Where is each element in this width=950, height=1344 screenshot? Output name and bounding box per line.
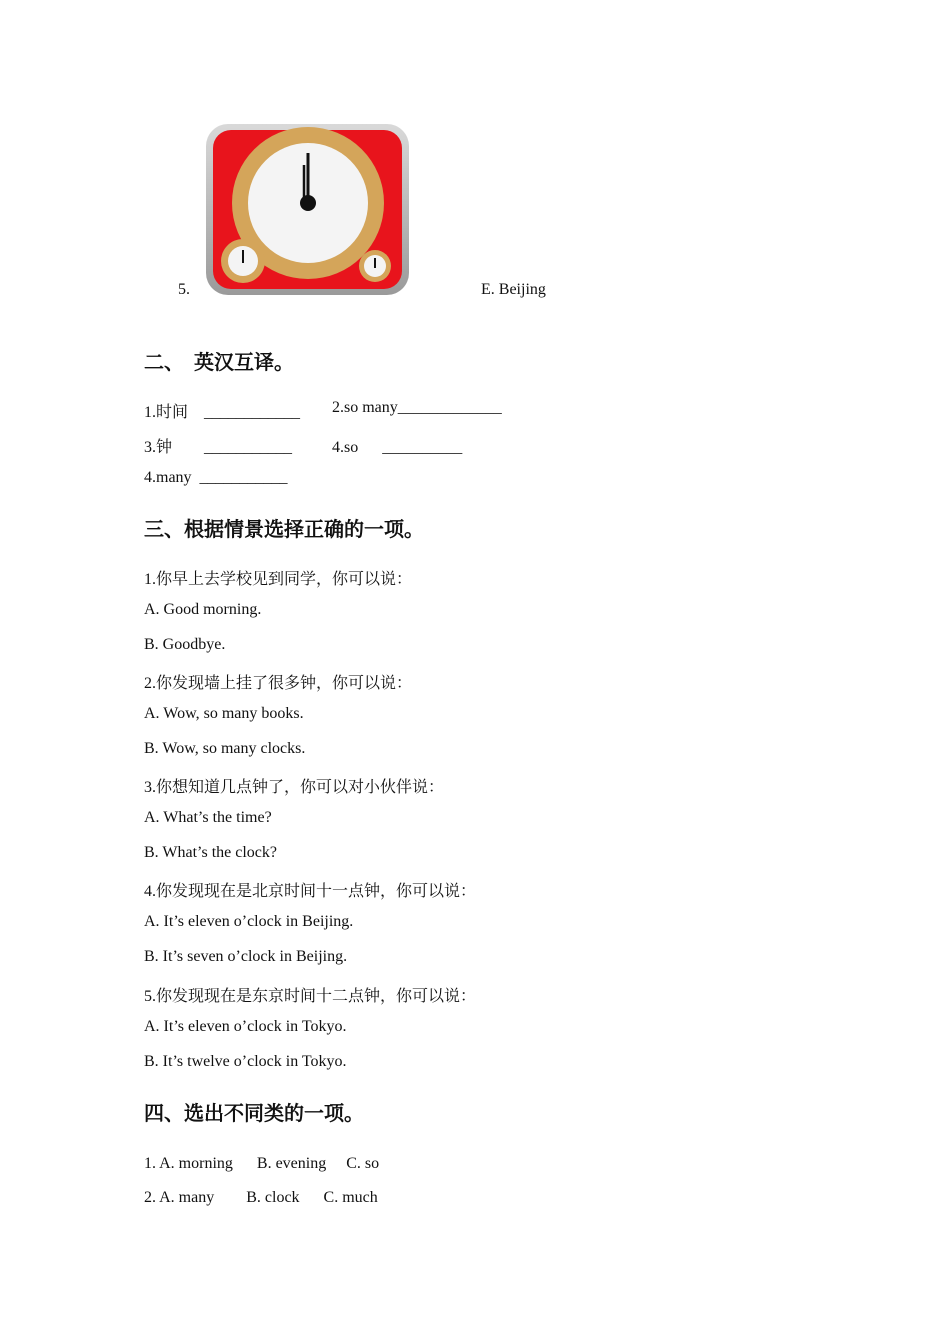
- section4-row: 2. A. many B. clock C. much: [144, 1189, 378, 1206]
- section3-line: A. It’s eleven o’clock in Tokyo.: [144, 1018, 347, 1035]
- section3-heading: 三、根据情景选择正确的一项。: [144, 517, 424, 541]
- section3-line: 3.你想知道几点钟了，你可以对小伙伴说：: [144, 779, 445, 796]
- section4-row: 1. A. morning B. evening C. so: [144, 1155, 380, 1172]
- section2-q1: 1.时间 ____________: [144, 404, 301, 421]
- section3-line: A. What’s the time?: [144, 809, 272, 826]
- section3-line: A. Wow, so many books.: [144, 705, 304, 722]
- section2-q2: 2.so many_____________: [332, 399, 502, 416]
- section3-line: 4.你发现现在是北京时间十一点钟，你可以说：: [144, 883, 477, 900]
- section4-heading: 四、选出不同类的一项。: [144, 1101, 364, 1125]
- section3-line: A. Good morning.: [144, 601, 262, 618]
- section2-q5: 4.many ___________: [144, 469, 288, 486]
- section3-line: B. What’s the clock?: [144, 844, 277, 861]
- section3-line: 1.你早上去学校见到同学，你可以说：: [144, 571, 413, 588]
- section2-heading: 二、 英汉互译。: [144, 350, 294, 374]
- section3-line: B. Wow, so many clocks.: [144, 740, 306, 757]
- section3-line: 5.你发现现在是东京时间十二点钟，你可以说：: [144, 988, 477, 1005]
- section3-line: B. Goodbye.: [144, 636, 226, 653]
- section2-q4: 4.so __________: [332, 439, 463, 456]
- section3-line: B. It’s twelve o’clock in Tokyo.: [144, 1053, 347, 1070]
- section2-q3: 3.钟 ___________: [144, 439, 293, 456]
- matching-answer: E. Beijing: [481, 281, 546, 298]
- section3-line: A. It’s eleven o’clock in Beijing.: [144, 913, 354, 930]
- section3-line: 2.你发现墙上挂了很多钟，你可以说：: [144, 675, 413, 692]
- clock-icon: [205, 123, 410, 296]
- item-number: 5.: [178, 281, 190, 298]
- section3-line: B. It’s seven o’clock in Beijing.: [144, 948, 348, 965]
